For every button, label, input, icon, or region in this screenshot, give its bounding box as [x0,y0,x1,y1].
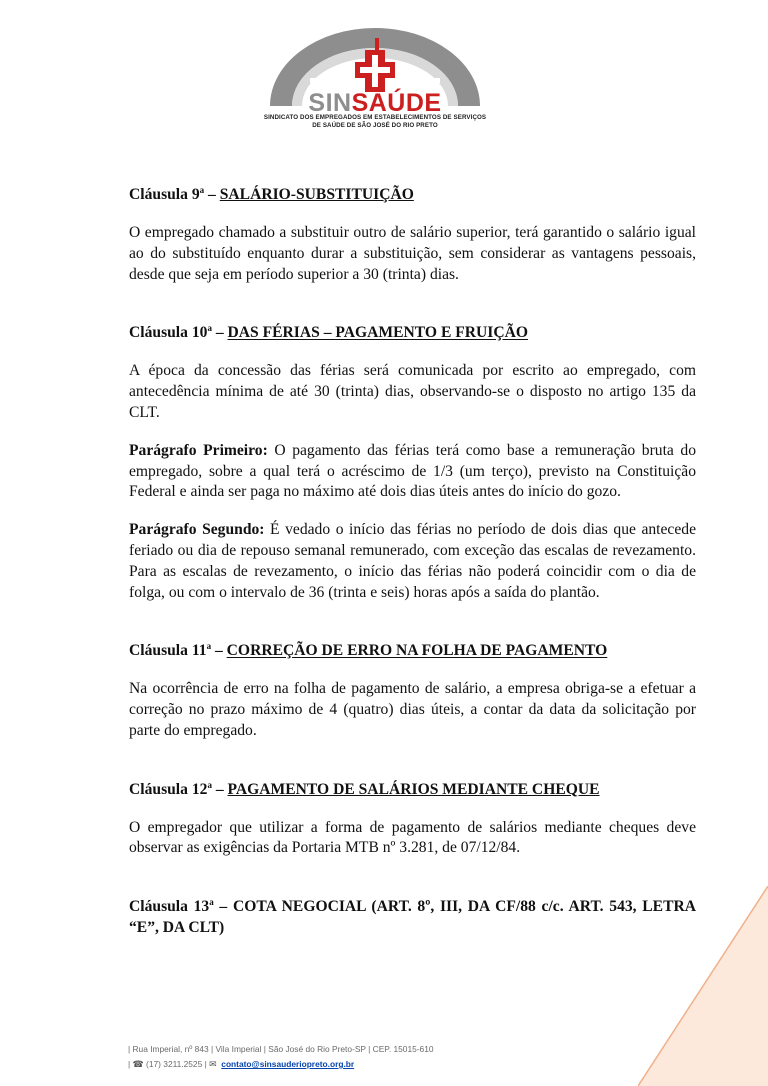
sinsaude-logo [262,28,488,132]
clause-title: SALÁRIO-SUBSTITUIÇÃO [219,186,414,204]
footer-address: | Rua Imperial, nº 843 | Vila Imperial | São José do Rio Preto-SP | CEP. 15015-610 [128,1044,434,1054]
clause-heading: Cláusula 12$^a$ – PAGAMENTO DE SALÁRIOS MEDIANTE CHEQUE [129,779,600,798]
clause-13 [129,892,696,939]
clause-heading: Cláusula 13$^a$ – COTA NEGOCIAL (ART. 8º, III, DA CF/88 c/c. ART. 543, LETRA “E”, DA CLT) [129,897,696,937]
svg-text:SINSAÚDE [308,87,441,117]
clause-paragraph: O empregador que utilizar a forma de pagamento de salários mediante cheques deve observar as exigências da Portaria MTB nº 3.281, de 07/12/84. [129,818,696,857]
logo-name: SIN [308,89,352,117]
clause-title: PAGAMENTO DE SALÁRIOS MEDIANTE CHEQUE [227,780,600,798]
page-footer [128,1042,434,1072]
logo-subtitle-line1: SINDICATO DOS EMPREGADOS EM ESTABELECIMENTOS DE SERVIÇOS [263,114,487,121]
logo-name-accent: SAÚDE [351,89,442,117]
decorative-corner-icon [638,886,768,1086]
clause-9 [129,180,696,285]
clause-paragraph: A época da concessão das férias será comunicada por escrito ao empregado, com antecedência mínima de até 30 (trinta) dias, observando-se o disposto no artigo 135 da CLT. [129,362,696,421]
clause-paragraph: Parágrafo Primeiro: O pagamento das férias terá como base a remuneração bruta do empregado, sobre a qual terá o acréscimo de 1/3 (um terço), previsto na Constituição Federal e ainda ser paga no máximo até dois dias úteis antes do início do gozo. [129,441,696,501]
clause-heading: Cláusula 10$^a$ – DAS FÉRIAS – PAGAMENTO E FRUIÇÃO [129,323,529,342]
clause-heading: Cláusula 9$^a$ – SALÁRIO-SUBSTITUIÇÃO [129,185,414,204]
footer-contact: | ☎ (17) 3211.2525 | ✉ contato@sinsauderiopreto.org.br [128,1059,355,1069]
telephone-icon: ☎ [132,1059,144,1069]
logo-subtitle [262,114,488,130]
logo-subtitle-line2: DE SAÚDE DE SÃO JOSÉ DO RIO PRETO [312,122,438,129]
clause-paragraph: Na ocorrência de erro na folha de pagamento de salário, a empresa obriga-se a efetuar a correção no prazo máximo de 4 (quatro) dias úteis, a contar da data da solicitação por parte do empregado. [129,680,696,739]
footer-email-link[interactable]: contato@sinsauderiopreto.org.br [221,1059,355,1069]
footer-phone: (17) 3211.2525 | [143,1059,210,1069]
paragraph-lead: Parágrafo Segundo: [129,521,265,539]
clause-paragraph: O empregado chamado a substituir outro de salário superior, terá garantido o salário igual ao do substituído enquanto durar a substituição, sem considerar as vantagens pessoais, desde que seja em período superior a 30 (trinta) dias. [129,223,696,283]
clause-title: COTA NEGOCIAL (ART. 8º, III, DA CF/88 c/c. ART. 543, LETRA “E”, DA CLT) [129,898,696,937]
clause-title: DAS FÉRIAS – PAGAMENTO E FRUIÇÃO [227,324,529,342]
clause-12 [129,775,696,860]
paragraph-lead: Parágrafo Primeiro: [129,441,268,459]
envelope-icon: ✉ [209,1059,217,1069]
clause-title: CORREÇÃO DE ERRO NA FOLHA DE PAGAMENTO [226,642,608,660]
clause-heading: Cláusula 11$^a$ – CORREÇÃO DE ERRO NA FOLHA DE PAGAMENTO [129,641,608,660]
clause-paragraph: Parágrafo Segundo: É vedado o início das férias no período de dois dias que antecede feriado ou dia de repouso semanal remunerado, com exceção das escalas de revezamento. Para as escalas de revezamento, o início das férias não poderá coincidir com o dia de folga, ou com o intervalo de 36 (trinta e seis) horas após a saída do plantão. [129,521,696,601]
document-body [129,180,696,939]
clause-10 [129,318,696,603]
clause-11 [129,636,696,741]
